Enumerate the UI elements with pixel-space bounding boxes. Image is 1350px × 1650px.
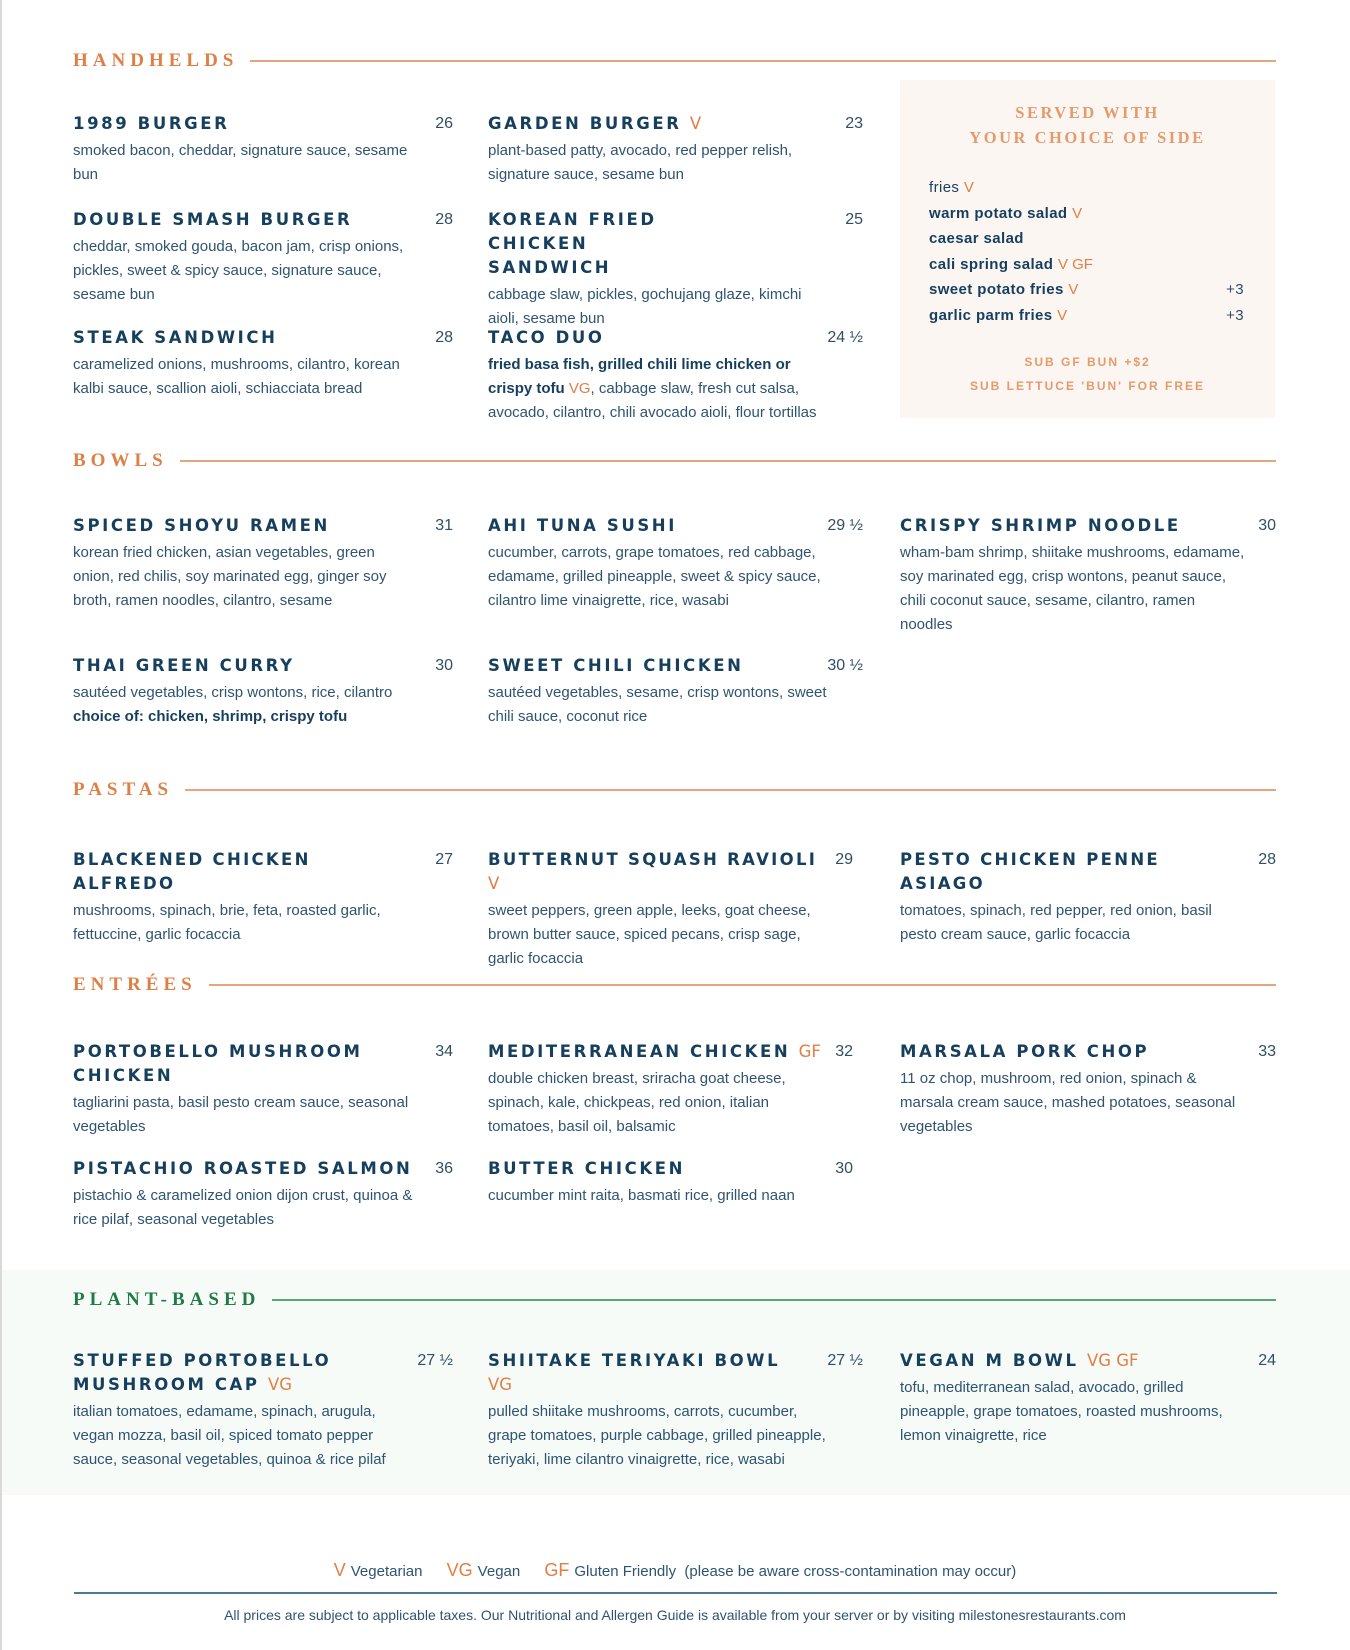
gluten-friendly-key: GF: [544, 1560, 570, 1580]
item-description: pistachio & caramelized onion dijon crust, quinoa & rice pilaf, seasonal vegetables: [73, 1187, 413, 1228]
vegan-key: VG: [446, 1560, 473, 1580]
item-description: plant-based patty, avocado, red pepper relish, signature sauce, sesame bun: [488, 142, 793, 183]
section-header: [73, 777, 1276, 803]
vegetarian-key: V: [333, 1560, 346, 1580]
item-description: 11 oz chop, mushroom, red onion, spinach & marsala cream sauce, mashed potatoes, seasonal vegetables: [900, 1070, 1236, 1135]
item-description: mushrooms, spinach, brie, feta, roasted garlic, fettuccine, garlic focaccia: [73, 902, 381, 943]
item-price: 31: [435, 517, 453, 534]
item-description: italian tomatoes, edamame, spinach, arugula, vegan mozza, basil oil, spiced tomato pepper sauce, seasonal vegetables, quinoa & rice pilaf: [73, 1403, 386, 1468]
item-description: tagliarini pasta, basil pesto cream sauce, seasonal vegetables: [73, 1094, 409, 1135]
side-item: cali spring salad V GF: [929, 255, 1093, 273]
side-item: garlic parm fries V +3: [929, 303, 1244, 329]
item-name: BLACKENED CHICKEN ALFREDO: [73, 850, 311, 893]
menu-item: [488, 654, 863, 729]
item-price: 29 ½: [827, 517, 863, 534]
item-name: AHI TUNA SUSHI: [488, 516, 677, 535]
menu-item: [488, 848, 853, 971]
item-name: SPICED SHOYU RAMEN: [73, 516, 330, 535]
item-name: VEGAN M BOWL: [900, 1351, 1079, 1370]
item-name: PESTO CHICKEN PENNE ASIAGO: [900, 850, 1161, 893]
item-name: PORTOBELLO MUSHROOM CHICKEN: [73, 1042, 363, 1085]
footer-divider: [74, 1592, 1277, 1594]
item-name: 1989 BURGER: [73, 114, 230, 133]
menu-item: [73, 326, 453, 401]
item-price: 32: [835, 1043, 853, 1060]
item-description: tomatoes, spinach, red pepper, red onion, basil pesto cream sauce, garlic focaccia: [900, 902, 1212, 943]
item-name: MEDITERRANEAN CHICKEN: [488, 1042, 791, 1061]
dietary-tag: V: [488, 874, 500, 893]
section-divider: [209, 984, 1276, 986]
section-title: HANDHELDS: [73, 50, 239, 71]
dietary-tag: VG: [488, 1375, 513, 1394]
section-title: BOWLS: [73, 450, 168, 471]
item-name: PISTACHIO ROASTED SALMON: [73, 1159, 413, 1178]
item-description: wham-bam shrimp, shiitake mushrooms, edamame, soy marinated egg, crisp wontons, peanut sauce, chili coconut sauce, sesame, cilantro, ramen noodles: [900, 544, 1245, 633]
item-price: 28: [435, 211, 453, 228]
item-name: TACO DUO: [488, 328, 605, 347]
item-description: sautéed vegetables, sesame, crisp wontons, sweet chili sauce, coconut rice: [488, 684, 827, 725]
upcharge: +3: [1226, 281, 1244, 298]
item-description: cabbage slaw, pickles, gochujang glaze, kimchi aioli, sesame bun: [488, 286, 802, 327]
item-price: 24 ½: [827, 329, 863, 346]
menu-item: [73, 1157, 453, 1232]
item-name: KOREAN FRIED CHICKEN SANDWICH: [488, 210, 657, 277]
section-title: PLANT-BASED: [73, 1289, 261, 1310]
item-name: SWEET CHILI CHICKEN: [488, 656, 744, 675]
menu-item: [900, 514, 1276, 637]
side-item: fries V: [929, 179, 974, 196]
section-divider: [272, 1299, 1276, 1301]
item-name: SHIITAKE TERIYAKI BOWL: [488, 1351, 781, 1370]
side-item: caesar salad: [929, 230, 1024, 247]
item-name: MARSALA PORK CHOP: [900, 1042, 1150, 1061]
section-bowls: [73, 448, 1276, 725]
section-divider: [180, 460, 1276, 462]
section-header: [73, 448, 1276, 474]
section-divider: [185, 789, 1276, 791]
section-header: [73, 1287, 1276, 1313]
item-name: CRISPY SHRIMP NOODLE: [900, 516, 1181, 535]
dietary-tag: VG: [568, 380, 591, 397]
protein-choice: choice of: chicken, shrimp, crispy tofu: [73, 708, 348, 725]
menu-item: [73, 208, 453, 307]
item-description: cucumber, carrots, grape tomatoes, red cabbage, edamame, grilled pineapple, sweet & spicy sauce, cilantro lime vinaigrette, rice, wasabi: [488, 544, 821, 609]
item-name: DOUBLE SMASH BURGER: [73, 210, 353, 229]
menu-item: [488, 1349, 863, 1472]
section-pastas: [73, 777, 1276, 967]
dietary-tag: V: [689, 114, 702, 133]
item-description: sautéed vegetables, crisp wontons, rice, cilantro choice of: chicken, shrimp, crispy tofu: [73, 681, 418, 729]
item-price: 30 ½: [827, 657, 863, 674]
menu-item: [488, 514, 863, 613]
item-price: 36: [435, 1160, 453, 1177]
item-price: 34: [435, 1043, 453, 1060]
item-description: korean fried chicken, asian vegetables, green onion, red chilis, soy marinated egg, ginger soy broth, ramen noodles, cilantro, sesame: [73, 544, 387, 609]
item-description: tofu, mediterranean salad, avocado, grilled pineapple, grape tomatoes, roasted mushrooms, lemon vinaigrette, rice: [900, 1379, 1223, 1444]
menu-item: [73, 514, 453, 613]
item-price: 27 ½: [417, 1352, 453, 1369]
item-price: 27: [435, 851, 453, 868]
section-entrees: [73, 972, 1276, 1228]
item-name: BUTTERNUT SQUASH RAVIOLI: [488, 850, 818, 869]
item-price: 26: [435, 115, 453, 132]
side-item: sweet potato fries V +3: [929, 277, 1244, 303]
lettuce-bun-note: SUB LETTUCE 'BUN' FOR FREE: [969, 379, 1206, 393]
item-price: 24: [1258, 1352, 1276, 1369]
item-price: 30: [1258, 517, 1276, 534]
item-description: pulled shiitake mushrooms, carrots, cucumber, grape tomatoes, purple cabbage, grilled pineapple, teriyaki, lime cilantro vinaigrette, rice, wasabi: [488, 1403, 826, 1468]
menu-item: [488, 112, 863, 187]
item-name: STEAK SANDWICH: [73, 328, 278, 347]
menu-item: [900, 1040, 1276, 1139]
item-description: smoked bacon, cheddar, signature sauce, sesame bun: [73, 142, 408, 183]
item-description: cheddar, smoked gouda, bacon jam, crisp onions, pickles, sweet & spicy sauce, signature sauce, sesame bun: [73, 238, 404, 303]
section-title: ENTRÉES: [73, 974, 197, 995]
item-name: THAI GREEN CURRY: [73, 656, 295, 675]
item-description: cucumber mint raita, basmati rice, grilled naan: [488, 1187, 795, 1204]
item-name: BUTTER CHICKEN: [488, 1159, 686, 1178]
item-name: GARDEN BURGER: [488, 114, 682, 133]
section-divider: [250, 60, 1276, 62]
menu-item: [73, 1349, 453, 1472]
gf-bun-note: SUB GF BUN +$2: [1024, 355, 1151, 369]
item-description: double chicken breast, sriracha goat cheese, spinach, kale, chickpeas, red onion, italian tomatoes, basil oil, balsamic: [488, 1070, 786, 1135]
section-title: PASTAS: [73, 779, 174, 800]
item-price: 33: [1258, 1043, 1276, 1060]
item-description: fried basa fish, grilled chili lime chicken or crispy tofu VG, cabbage slaw, fresh cut salsa, avocado, cilantro, chili avocado aioli, flour tortillas: [488, 356, 817, 421]
sides-panel: [900, 80, 1275, 418]
section-header: [73, 48, 1276, 74]
menu-item: [488, 208, 863, 331]
section-header: [73, 972, 1276, 998]
sides-list: [929, 175, 1244, 328]
menu-item: [900, 848, 1276, 947]
menu-item: [488, 1157, 853, 1208]
dietary-legend: V Vegetarian VG Vegan GF Gluten Friendly (please be aware cross-contamination may occur): [333, 1560, 1017, 1580]
item-description: sweet peppers, green apple, leeks, goat cheese, brown butter sauce, spiced pecans, crisp sage, garlic focaccia: [488, 902, 811, 967]
menu-item: [488, 326, 863, 425]
item-description: caramelized onions, mushrooms, cilantro, korean kalbi sauce, scallion aioli, schiacciata bread: [73, 356, 400, 397]
item-price: 23: [845, 115, 863, 132]
item-price: 25: [845, 211, 863, 228]
item-price: 30: [835, 1160, 853, 1177]
menu-item: [900, 1349, 1276, 1448]
dietary-tag: VG: [267, 1375, 293, 1394]
menu-item: [73, 848, 453, 947]
dietary-tag: GF: [798, 1042, 821, 1061]
item-name: STUFFED PORTOBELLO MUSHROOM CAP: [73, 1351, 332, 1394]
item-price: 27 ½: [827, 1352, 863, 1369]
side-item: warm potato salad V: [929, 204, 1083, 222]
menu-item: [73, 1040, 453, 1139]
item-price: 28: [435, 329, 453, 346]
menu-item: [73, 112, 453, 187]
section-plant-based: [73, 1287, 1276, 1468]
item-price: 28: [1258, 851, 1276, 868]
menu-item: [73, 654, 453, 729]
taxes-note: All prices are subject to applicable taxes. Our Nutritional and Allergen Guide is available from your server or by visiting milestonesrestaurants.com: [224, 1607, 1126, 1623]
sides-title: SERVED WITH YOUR CHOICE OF SIDE: [969, 103, 1206, 147]
item-price: 30: [435, 657, 453, 674]
menu-item: [488, 1040, 853, 1139]
dietary-tag: VG GF: [1086, 1351, 1139, 1370]
upcharge: +3: [1226, 306, 1244, 324]
item-price: 29: [835, 851, 853, 868]
